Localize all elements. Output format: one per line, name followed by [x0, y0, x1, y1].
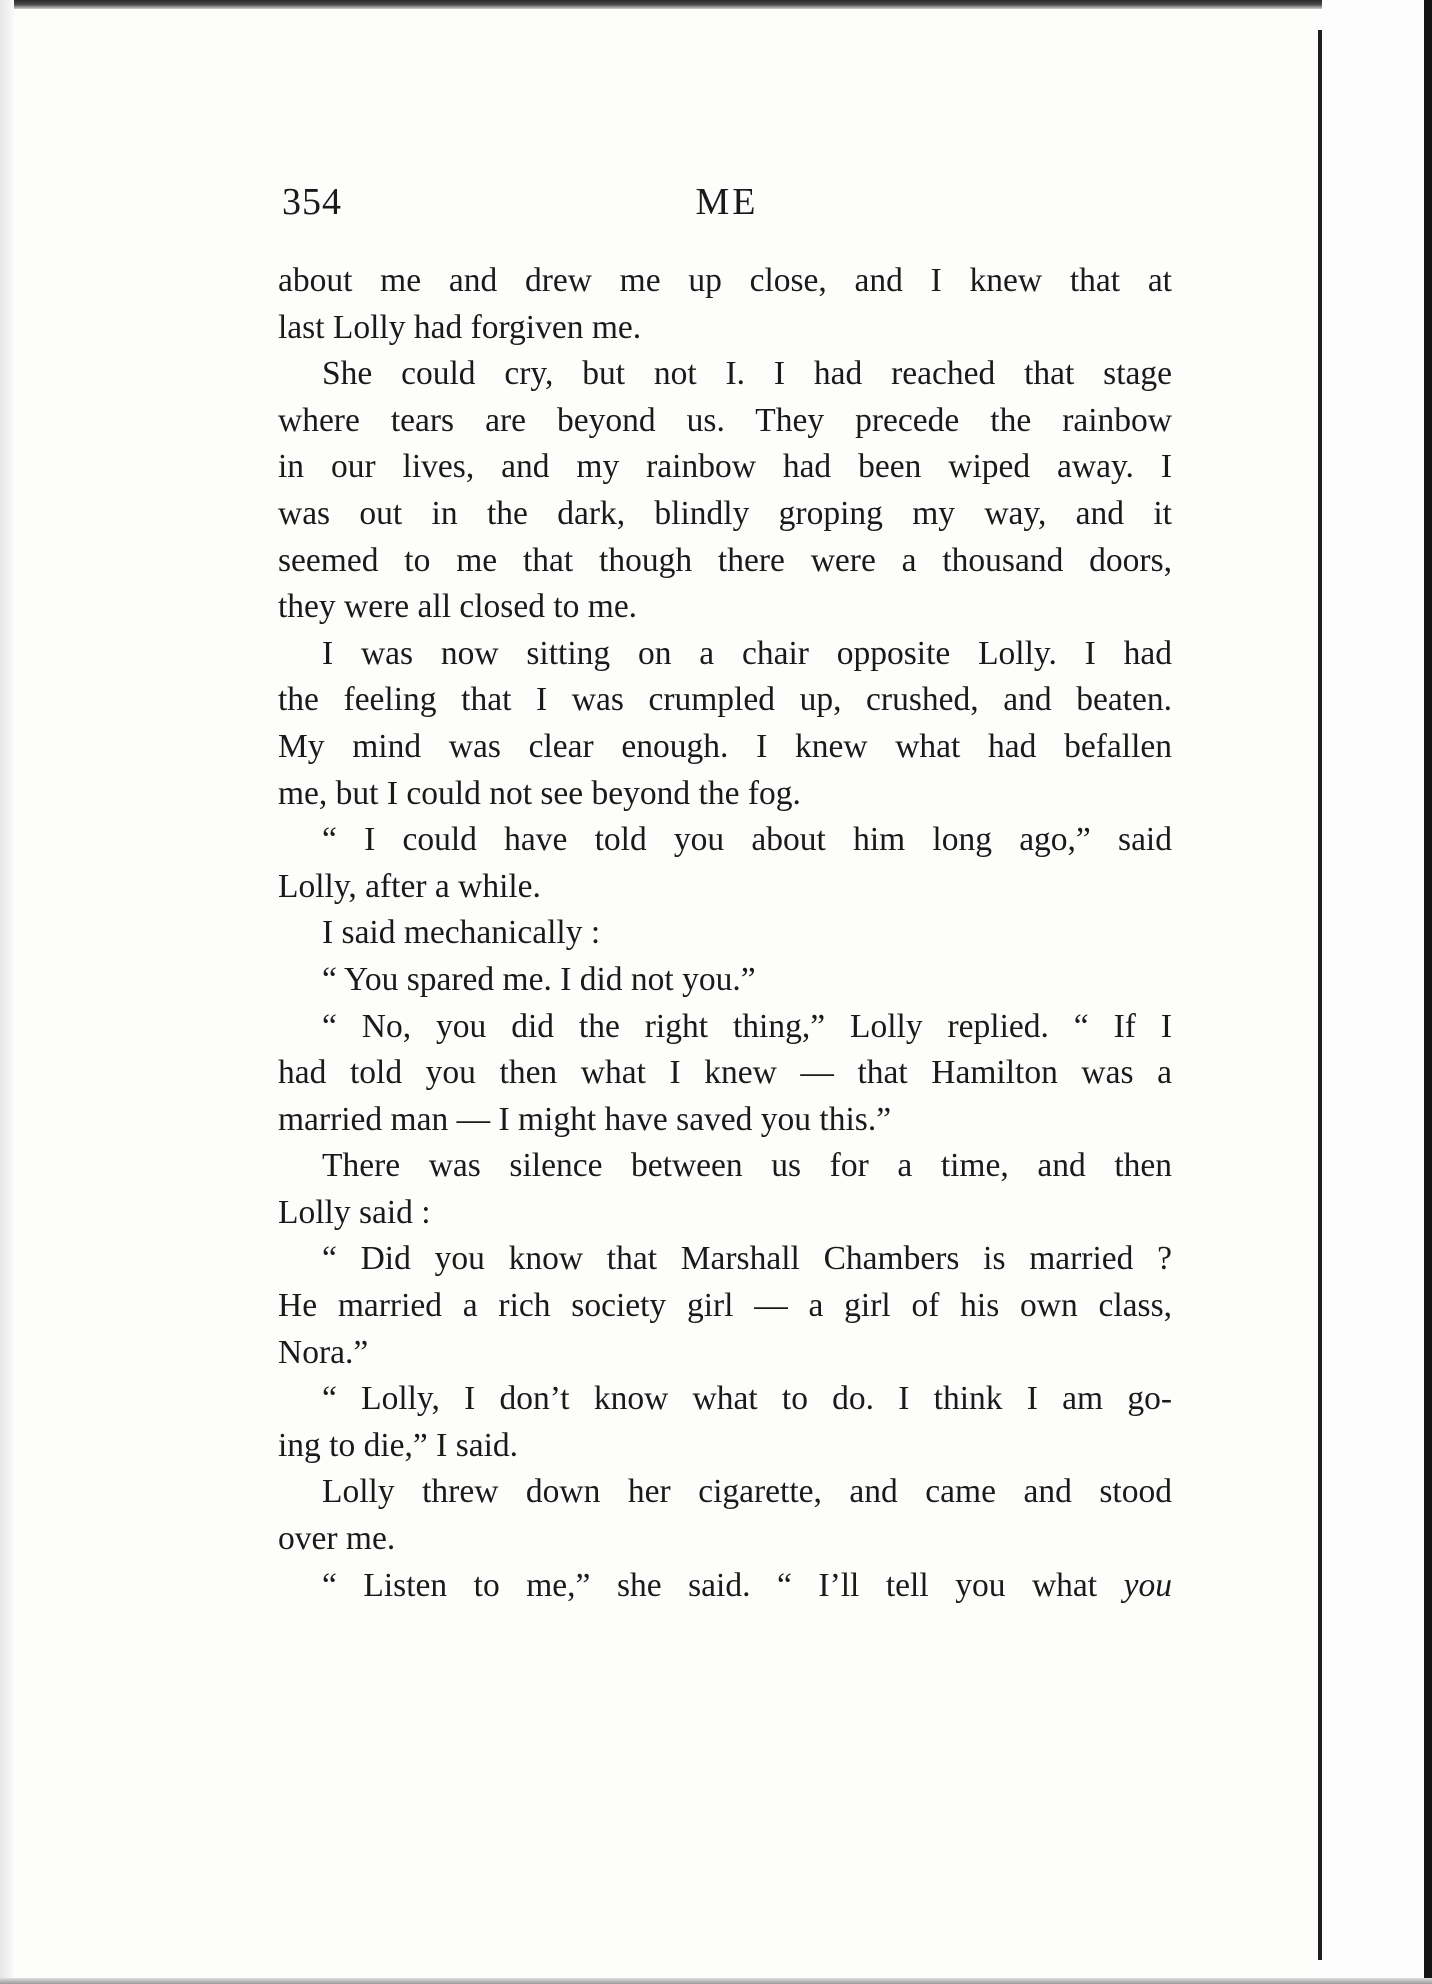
text-line: Nora.”	[278, 1333, 369, 1371]
scan-left-edge	[0, 0, 14, 1984]
scan-bottom-edge	[0, 1978, 1432, 1984]
text-line: Lolly, after a while.	[278, 867, 541, 905]
text-line: Lolly threw down her cigarette, and came and stood	[322, 1473, 1172, 1511]
text-line-last	[278, 1563, 1172, 1610]
text-line: “ No, you did the right thing,” Lolly replied. “ If I	[322, 1007, 1172, 1045]
text-line: There was silence between us for a time, and then	[322, 1147, 1172, 1185]
text-line: “ Did you know that Marshall Chambers is married ?	[322, 1240, 1172, 1278]
text-line: She could cry, but not I. I had reached that stage	[322, 355, 1172, 393]
scan-top-edge	[0, 0, 1432, 9]
text-line: “ I could have told you about him long ago,” said	[322, 821, 1172, 859]
text-line: where tears are beyond us. They precede the rainbow	[278, 401, 1172, 439]
text-line: over me.	[278, 1520, 396, 1558]
text-line: seemed to me that though there were a thousand doors,	[278, 541, 1172, 579]
text-line-start: “ Listen to me,” she said. “ I’ll tell you what	[322, 1566, 1098, 1604]
text-line: had told you then what I knew — that Hamilton was a	[278, 1054, 1172, 1092]
text-line: me, but I could not see beyond the fog.	[278, 774, 801, 812]
text-line: I was now sitting on a chair opposite Lolly. I had	[322, 634, 1172, 672]
scan-right-edge	[1424, 0, 1432, 1984]
page-header	[282, 172, 1172, 232]
text-line: My mind was clear enough. I knew what had befallen	[278, 727, 1172, 765]
text-line: last Lolly had forgiven me.	[278, 308, 642, 346]
body-text	[278, 258, 1172, 1609]
text-line: about me and drew me up close, and I knew that at	[278, 262, 1172, 299]
text-line: “ You spared me. I did not you.”	[322, 960, 756, 998]
text-line: Lolly said :	[278, 1193, 431, 1231]
text-line: He married a rich society girl — a girl of his own class,	[278, 1287, 1172, 1325]
italic-word: you	[1123, 1566, 1172, 1604]
text-line: the feeling that I was crumpled up, crushed, and beaten.	[278, 681, 1172, 719]
page-number: 354	[282, 181, 342, 223]
text-line: “ Lolly, I don’t know what to do. I think I am go-	[322, 1380, 1172, 1418]
facing-page-strip	[1322, 0, 1432, 1984]
text-line: I said mechanically :	[322, 914, 601, 952]
text-line: ing to die,” I said.	[278, 1426, 519, 1464]
text-line: in our lives, and my rainbow had been wiped away. I	[278, 448, 1172, 486]
text-line: they were all closed to me.	[278, 588, 638, 626]
running-title: ME	[695, 181, 759, 223]
text-line: married man — I might have saved you this.”	[278, 1100, 892, 1138]
text-line: was out in the dark, blindly groping my way, and it	[278, 494, 1172, 532]
